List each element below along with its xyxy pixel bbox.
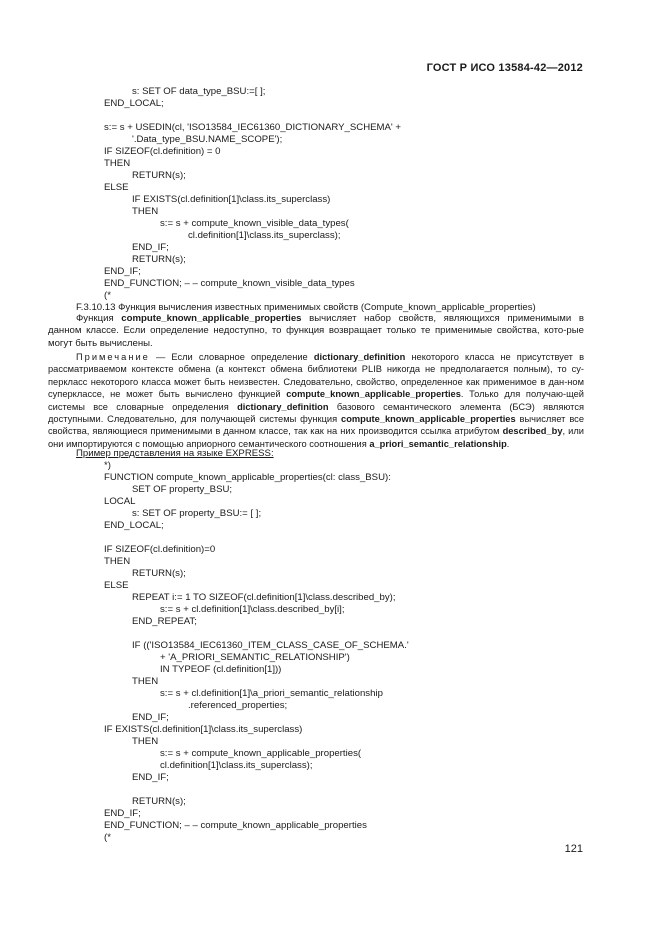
note-text: .	[506, 438, 510, 449]
code-line: RETURN(s);	[132, 254, 186, 265]
note-text: базового семантического элемента (БСЭ) являются доступными. Следовательно, для получающей системы функция	[48, 401, 584, 425]
code-line: cl.definition[1]\class.its_superclass);	[188, 230, 341, 241]
note-term: a_priori_semantic_relationship	[369, 438, 507, 449]
code-line: END_LOCAL;	[104, 520, 164, 531]
code-line: IF EXISTS(cl.definition[1]\class.its_superclass)	[104, 724, 303, 735]
note-text: , или они импортируются с помощью априорного семантического соотношения	[48, 426, 584, 449]
note-text: . Только для получаю-щей системы все словарные определения	[48, 389, 584, 412]
code-line: THEN	[104, 158, 131, 169]
code-line: THEN	[132, 736, 159, 747]
code-line: RETURN(s);	[132, 568, 186, 579]
function-name: compute_known_applicable_properties	[121, 313, 302, 324]
code-line: THEN	[132, 676, 159, 687]
code-line: .referenced_properties;	[188, 700, 288, 711]
note-term: dictionary_definition	[237, 401, 329, 412]
note-term: compute_known_applicable_properties	[286, 389, 461, 400]
code-line: LOCAL	[104, 496, 136, 507]
code-line: + 'A_PRIORI_SEMANTIC_RELATIONSHIP')	[160, 652, 350, 663]
document-header: ГОСТ Р ИСО 13584-42—2012	[426, 62, 583, 74]
paragraph-text: Функция	[76, 313, 122, 324]
code-line: END_IF;	[132, 712, 169, 723]
note-term: compute_known_applicable_properties	[341, 414, 516, 425]
paragraph-text: вычисляет набор свойств, являющихся применимыми в данном классе. Если определение недоступно, то функция возвращает только те применимые свойства, кото-рые могут быть вычислены.	[48, 313, 584, 349]
code-line: END_IF;	[132, 242, 169, 253]
section-heading: F.3.10.13 Функция вычисления известных применимых свойств (Compute_known_applicable_properties)	[76, 302, 536, 313]
code-line: ELSE	[104, 580, 129, 591]
code-line: cl.definition[1]\class.its_superclass);	[160, 760, 313, 771]
code-line: s:= s + cl.definition[1]\a_priori_semantic_relationship	[160, 688, 383, 699]
note-term: described_by	[502, 426, 563, 437]
section-paragraph	[48, 313, 584, 350]
code-line: END_IF;	[104, 808, 141, 819]
code-line: IN TYPEOF (cl.definition[1]))	[160, 664, 282, 675]
code-line: END_IF;	[104, 266, 141, 277]
code-line: THEN	[104, 556, 131, 567]
code-line: THEN	[132, 206, 159, 217]
code-line: '.Data_type_BSU.NAME_SCOPE');	[132, 134, 283, 145]
note-text: некоторого класса не присутствует в рассматриваемом контексте обмена (а контекст обмена библиотеки PLIB никогда не предполагается полным), то су-перкласс некоторого класса может быть неизвестен. Следовательно, свойство, определенное как применимое в дан-ном суперклассе, не может быть вычислено функцией	[48, 352, 585, 400]
code-line: RETURN(s);	[132, 170, 186, 181]
example-title: Пример представления на языке EXPRESS:	[76, 448, 274, 459]
code-line: *)	[104, 460, 111, 471]
code-line: IF SIZEOF(cl.definition)=0	[104, 544, 216, 555]
code-line: s:= s + compute_known_applicable_properties(	[160, 748, 362, 759]
code-line: IF SIZEOF(cl.definition) = 0	[104, 146, 221, 157]
note-term: dictionary_definition	[313, 352, 406, 362]
code-line: END_FUNCTION; – – compute_known_applicable_properties	[104, 820, 367, 831]
code-line: RETURN(s);	[132, 796, 186, 807]
code-line: (*	[104, 832, 111, 843]
code-line: s:= s + USEDIN(cl, 'ISO13584_IEC61360_DICTIONARY_SCHEMA' +	[104, 122, 402, 133]
code-line: SET OF property_BSU;	[132, 484, 233, 495]
page-number: 121	[564, 843, 583, 855]
code-line: s: SET OF property_BSU:= [ ];	[132, 508, 262, 519]
note-dash: —	[149, 352, 172, 362]
code-line: END_FUNCTION; – – compute_known_visible_data_types	[104, 278, 355, 289]
code-line: ELSE	[104, 182, 129, 193]
code-line: END_IF;	[132, 772, 169, 783]
code-line: s: SET OF data_type_BSU:=[ ];	[132, 86, 266, 97]
code-line: s:= s + compute_known_visible_data_types(	[160, 218, 349, 229]
code-line: (*	[104, 290, 111, 301]
note-label: Примечание	[76, 352, 150, 362]
code-line: END_REPEAT;	[132, 616, 197, 627]
note-text: вычисляет все свойства, являющиеся применимыми в данном классе, так как на них производится ссылка атрибутом	[48, 414, 584, 437]
code-line: END_LOCAL;	[104, 98, 164, 109]
code-line: FUNCTION compute_known_applicable_properties(cl: class_BSU):	[104, 472, 391, 483]
note-text: Если словарное определение	[171, 352, 314, 362]
note-paragraph	[48, 351, 584, 450]
code-line: IF EXISTS(cl.definition[1]\class.its_superclass)	[132, 194, 331, 205]
code-line: s:= s + cl.definition[1]\class.described_by[i];	[160, 604, 345, 615]
code-line: REPEAT i:= 1 TO SIZEOF(cl.definition[1]\class.described_by);	[132, 592, 396, 603]
code-line: IF (('ISO13584_IEC61360_ITEM_CLASS_CASE_OF_SCHEMA.'	[132, 640, 409, 651]
